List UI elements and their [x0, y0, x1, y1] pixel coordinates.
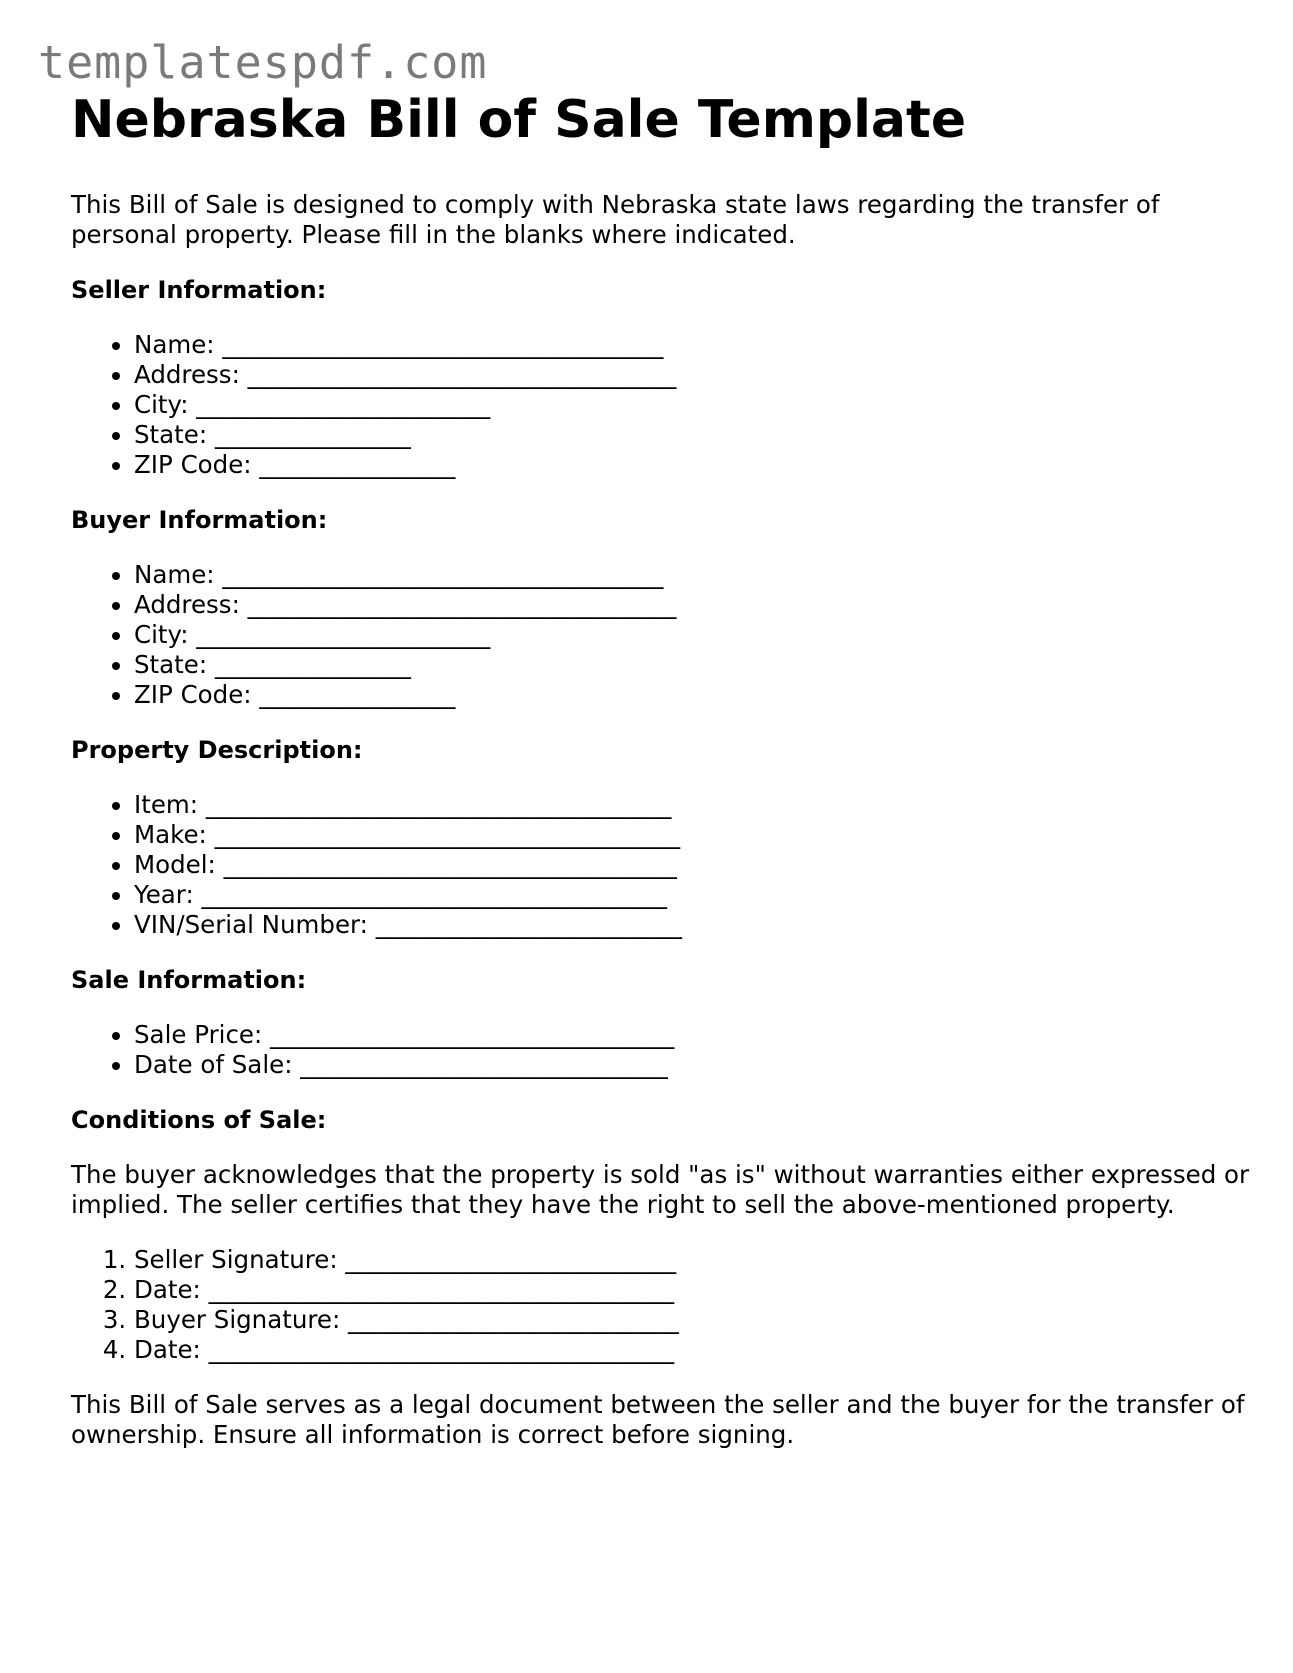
- buyer-zip-field: • ZIP Code: ________________: [134, 680, 1251, 710]
- seller-state-field: • State: ________________: [134, 420, 1251, 450]
- watermark-text: templatespdf.com: [38, 36, 488, 89]
- sale-date-field: • Date of Sale: ______________________________: [134, 1050, 1251, 1080]
- property-model-field: • Model: _____________________________________: [134, 850, 1251, 880]
- seller-signature-field: 1. Seller Signature: ___________________________: [134, 1245, 1251, 1275]
- sale-price-field: • Sale Price: _________________________________: [134, 1020, 1251, 1050]
- sale-fields-list: [71, 1020, 1251, 1080]
- property-item-field: • Item: ______________________________________: [134, 790, 1251, 820]
- seller-fields-list: [71, 330, 1251, 480]
- document-body: [71, 88, 1251, 1450]
- buyer-heading: Buyer Information:: [71, 506, 328, 534]
- seller-date-field: 2. Date: ______________________________________: [134, 1275, 1251, 1305]
- property-vin-field: • VIN/Serial Number: _________________________: [134, 910, 1251, 940]
- property-fields-list: [71, 790, 1251, 940]
- buyer-city-field: • City: ________________________: [134, 620, 1251, 650]
- seller-zip-field: • ZIP Code: ________________: [134, 450, 1251, 480]
- seller-address-field: • Address: ___________________________________: [134, 360, 1251, 390]
- closing-paragraph: This Bill of Sale serves as a legal document between the seller and the buyer for the transfer of ownership. Ensure all information is correct before signing.: [71, 1390, 1245, 1449]
- conditions-heading: Conditions of Sale:: [71, 1106, 327, 1134]
- property-year-field: • Year: ______________________________________: [134, 880, 1251, 910]
- sale-heading: Sale Information:: [71, 966, 307, 994]
- property-make-field: • Make: ______________________________________: [134, 820, 1251, 850]
- buyer-signature-field: 3. Buyer Signature: ___________________________: [134, 1305, 1251, 1335]
- seller-city-field: • City: ________________________: [134, 390, 1251, 420]
- buyer-state-field: • State: ________________: [134, 650, 1251, 680]
- seller-name-field: • Name: ____________________________________: [134, 330, 1251, 360]
- buyer-address-field: • Address: ___________________________________: [134, 590, 1251, 620]
- conditions-paragraph: The buyer acknowledges that the property is sold "as is" without warranties either expressed or implied. The seller certifies that they have the right to sell the above-mentioned property.: [71, 1160, 1250, 1219]
- buyer-name-field: • Name: ____________________________________: [134, 560, 1251, 590]
- buyer-fields-list: [71, 560, 1251, 710]
- page-title: Nebraska Bill of Sale Template: [71, 90, 967, 150]
- seller-heading: Seller Information:: [71, 276, 327, 304]
- signature-list: [71, 1245, 1251, 1365]
- intro-paragraph: This Bill of Sale is designed to comply with Nebraska state laws regarding the transfer of personal property. Please fill in the blanks where indicated.: [71, 190, 1160, 249]
- property-heading: Property Description:: [71, 736, 363, 764]
- buyer-date-field: 4. Date: ______________________________________: [134, 1335, 1251, 1365]
